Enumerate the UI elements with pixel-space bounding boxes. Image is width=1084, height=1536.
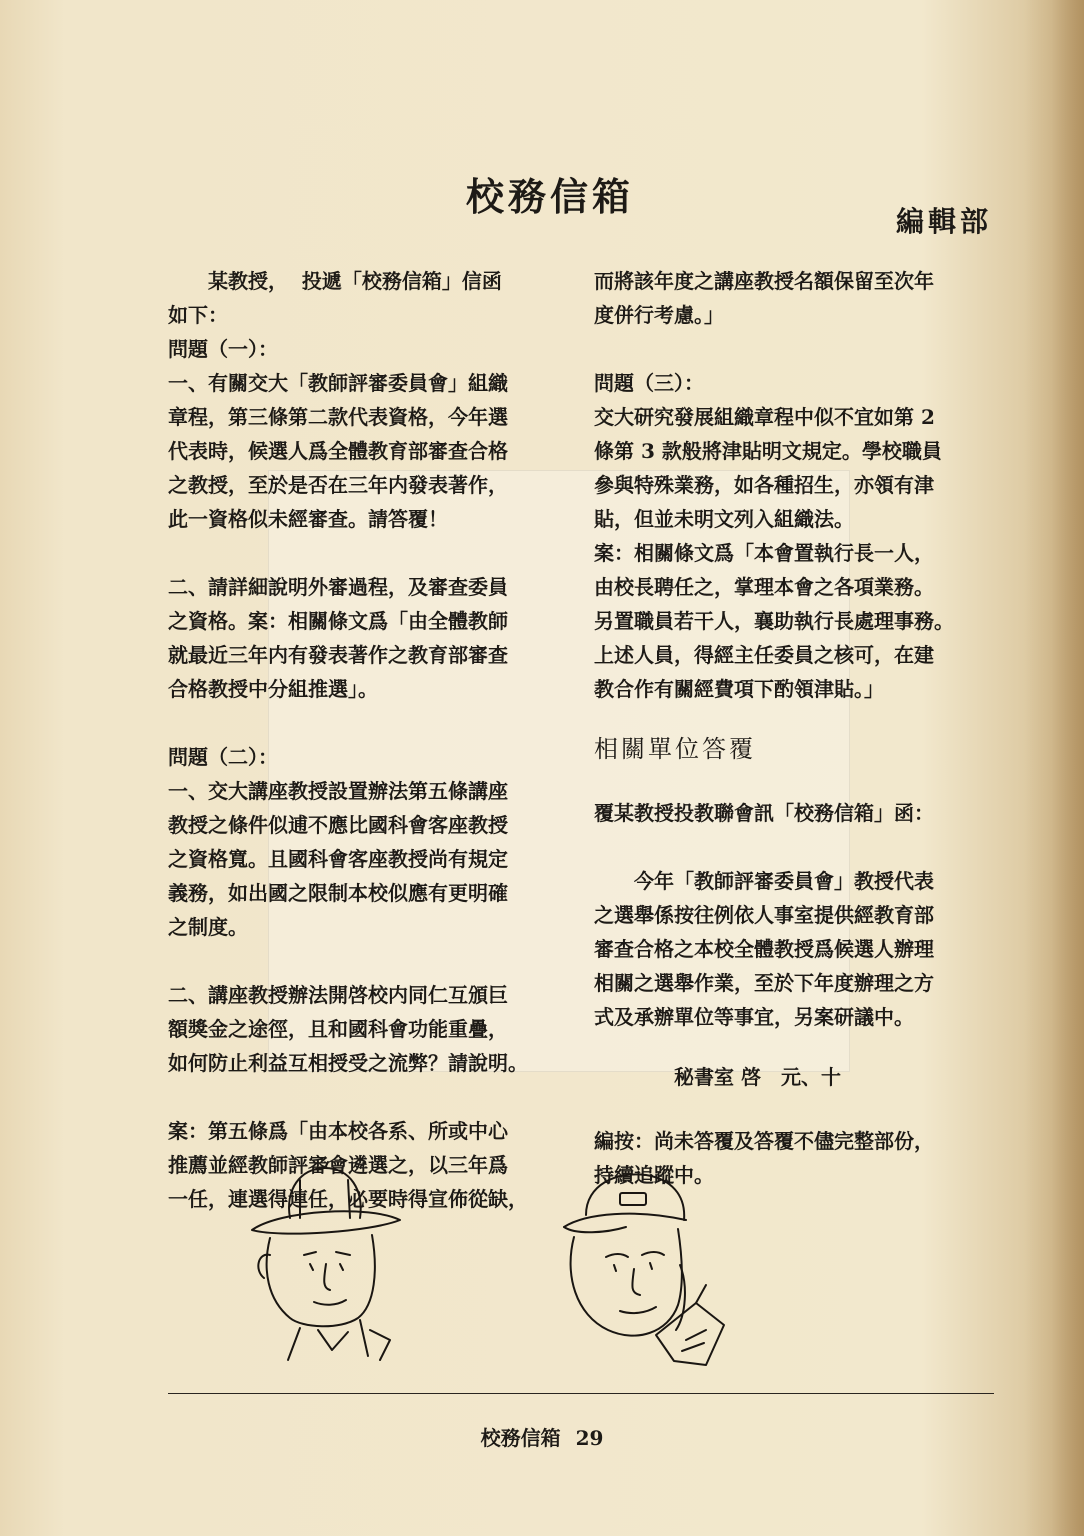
text-line: 相關之選舉作業，至於下年度辦理之方: [594, 971, 934, 995]
right-column: [594, 264, 1004, 1192]
page-edge-stain: [1024, 0, 1084, 1536]
text-line: 代表時，候選人爲全體教育部審查合格: [168, 439, 508, 463]
text-line: 條第 3 款般將津貼明文規定。學校職員: [594, 439, 942, 463]
text-line: 一任，連選得連任，必要時得宣佈從缺，: [168, 1187, 528, 1211]
paragraph-gap: [168, 536, 568, 570]
text-line: 如何防止利益互相授受之流弊？請說明。: [168, 1051, 528, 1075]
text-line: 上述人員，得經主任委員之核可，在建: [594, 643, 934, 667]
text-line: 式及承辦單位等事宜，另案研議中。: [594, 1005, 914, 1029]
paragraph-gap: [594, 830, 1004, 864]
left-column: [168, 264, 568, 1216]
cartoon-man-with-cap: [546, 1165, 736, 1385]
text-line: 之制度。: [168, 915, 248, 939]
text-line: 案：相關條文爲「本會置執行長一人，: [594, 541, 934, 565]
text-line: 之教授，至於是否在三年内發表著作，: [168, 473, 508, 497]
text-line: 此一資格似未經審查。請答覆！: [168, 507, 448, 531]
paragraph-gap: [594, 332, 1004, 366]
paragraph-gap: [594, 1094, 1004, 1124]
editor-note: 持續追蹤中。: [594, 1163, 714, 1187]
paragraph-gap: [594, 706, 1004, 728]
text-line: 一、有關交大「教師評審委員會」組織: [168, 371, 508, 395]
page-number: 29: [575, 1426, 604, 1450]
signature-line: 秘書室 啓 元、十: [594, 1065, 841, 1089]
text-line: 一、交大講座教授設置辦法第五條講座: [168, 779, 508, 803]
text-line: 覆某教授投教聯會訊「校務信箱」函：: [594, 801, 934, 825]
text-line: 某教授， 投遞「校務信箱」信函: [168, 269, 502, 293]
text-line: 交大研究發展組織章程中似不宜如第 2: [594, 405, 935, 429]
text-line: 貼，但並未明文列入組織法。: [594, 507, 854, 531]
text-line: 推薦並經教師評審會遴選之，以三年爲: [168, 1153, 508, 1177]
paragraph-gap: [168, 1080, 568, 1114]
text-line: 二、講座教授辦法開啓校内同仁互頒巨: [168, 983, 508, 1007]
footer-section-title: 校務信箱: [480, 1426, 561, 1450]
text-line: 審查合格之本校全體教授爲候選人辦理: [594, 937, 934, 961]
reply-heading: 相關單位答覆: [594, 735, 756, 763]
paragraph-gap: [168, 706, 568, 740]
text-line: 合格教授中分組推選」。: [168, 677, 378, 701]
text-line: 章程，第三條第二款代表資格，今年選: [168, 405, 508, 429]
text-line: 之資格。案：相關條文爲「由全體教師: [168, 609, 508, 633]
text-line: 由校長聘任之，掌理本會之各項業務。: [594, 575, 934, 599]
text-line: 另置職員若干人，襄助執行長處理事務。: [594, 609, 954, 633]
page-title: 校務信箱: [465, 174, 634, 219]
editor-note: 編按：尚未答覆及答覆不儘完整部份，: [594, 1129, 934, 1153]
text-line: 之資格寬。且國科會客座教授尚有規定: [168, 847, 508, 871]
footer-divider: [168, 1393, 994, 1394]
text-line: 案：第五條爲「由本校各系、所或中心: [168, 1119, 508, 1143]
text-line: 如下：: [168, 303, 228, 327]
text-line: 就最近三年内有發表著作之教育部審查: [168, 643, 508, 667]
text-line: 教合作有關經費項下酌領津貼。」: [594, 677, 884, 701]
text-line: 義務，如出國之限制本校似應有更明確: [168, 881, 508, 905]
text-line: 之選舉係按往例依人事室提供經教育部: [594, 903, 934, 927]
text-line: 教授之條件似逋不應比國科會客座教授: [168, 813, 508, 837]
text-line: 額獎金之途徑，且和國科會功能重疊，: [168, 1017, 508, 1041]
paragraph-gap: [594, 1034, 1004, 1060]
text-line: 度併行考慮。」: [594, 303, 724, 327]
question-heading: 問題（三）：: [594, 371, 704, 395]
cartoon-man-with-hat: [240, 1160, 410, 1380]
text-line: 今年「教師評審委員會」教授代表: [594, 869, 934, 893]
paragraph-gap: [168, 944, 568, 978]
text-line: 而將該年度之講座教授名額保留至次年: [594, 269, 934, 293]
page-footer: [0, 1422, 1084, 1451]
question-heading: 問題（二）：: [168, 745, 278, 769]
text-line: 二、請詳細說明外審過程，及審查委員: [168, 575, 508, 599]
text-line: 參與特殊業務，如各種招生，亦領有津: [594, 473, 934, 497]
department-byline: 編輯部: [895, 205, 992, 238]
paragraph-gap: [594, 776, 1004, 796]
question-heading: 問題（一）：: [168, 337, 278, 361]
